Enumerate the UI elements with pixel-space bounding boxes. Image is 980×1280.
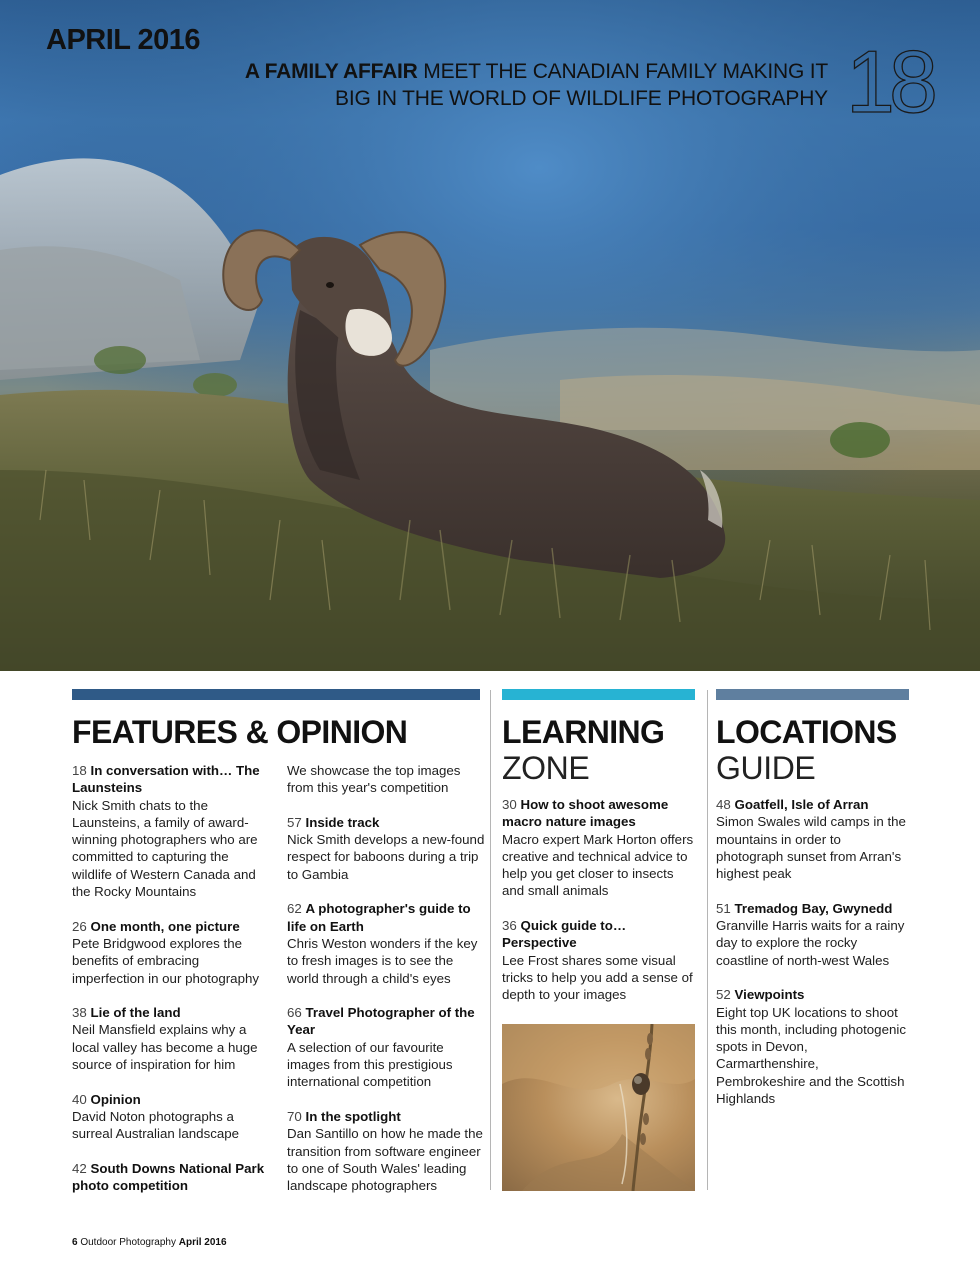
learning-section-title [502,714,664,786]
entry-title: One month, one picture [90,918,240,934]
entry-title: In conversation with… The Launsteins [72,763,260,796]
entry-page-number: 52 [716,987,731,1003]
cover-story-title: A FAMILY AFFAIR [244,60,418,83]
contents-entry[interactable] [287,1108,487,1194]
contents-entry[interactable] [716,986,910,1107]
entry-title: Lie of the land [90,1005,181,1021]
features-column-2 [287,762,487,1212]
entry-title: Goatfell, Isle of Arran [734,797,869,812]
page-footer [72,1237,227,1248]
contents-entry[interactable] [716,796,910,882]
issue-date: APRIL 2016 [46,24,201,56]
locations-section-title [716,714,897,786]
entry-title: How to shoot awesome macro nature images [502,797,669,830]
entry-continuation: We showcase the top images from this year's competition [287,763,461,796]
contents-entry[interactable] [72,1004,272,1073]
cover-story-text: MEET THE CANADIAN FAMILY MAKING IT BIG IN THE WORLD OF WILDLIFE PHOTOGRAPHY [335,60,828,110]
locations-guide-column [716,796,910,1125]
learning-title-text: LEARNING [502,714,665,750]
entry-description: Pete Bridgwood explores the benefits of embracing imperfection in our photography [72,935,260,986]
features-title-text: FEATURES & OPINION [72,714,408,750]
features-section-bar [72,689,480,700]
contents-entry[interactable] [72,762,272,900]
contents-entry[interactable] [716,900,910,969]
learning-subtitle-text: ZONE [502,750,590,786]
contents-entry[interactable] [72,1091,272,1143]
locations-subtitle-text: GUIDE [716,750,816,786]
entry-title: A photographer's guide to life on Earth [287,901,471,934]
entry-description: Chris Weston wonders if the key to fresh images is to see the world through a child's eyes [287,935,478,986]
entry-page-number: 70 [287,1108,302,1124]
entry-description: Macro expert Mark Horton offers creative and technical advice to help you get closer to insects and small animals [502,831,694,899]
features-section-title [72,714,407,750]
entry-description: Simon Swales wild camps in the mountains in order to photograph sunset from Arran's highest peak [716,814,906,882]
entry-page-number: 66 [287,1005,302,1021]
footer-page-number: 6 [72,1237,78,1248]
entry-description: Neil Mansfield explains why a local valley has become a huge source of inspiration for him [72,1022,258,1073]
entry-page-number: 62 [287,901,302,917]
entry-page-number: 26 [72,918,87,934]
locations-title-text: LOCATIONS [716,714,897,750]
contents-entry[interactable] [287,814,487,883]
footer-magazine-name: Outdoor Photography [80,1237,176,1248]
contents-entry[interactable] [502,917,694,1003]
entry-description: Granville Harris waits for a rainy day to explore the rocky coastline of north-west Wales [716,918,905,968]
entry-title: Travel Photographer of the Year [287,1005,475,1038]
entry-description: Nick Smith chats to the Launsteins, a family of award-winning photographers who are committed to capturing the wildlife of Western Canada and the Rocky Mountains [72,797,258,900]
entry-page-number: 48 [716,797,731,812]
entry-title: Viewpoints [734,987,805,1003]
contents-entry[interactable] [287,900,487,986]
features-column-1 [72,762,272,1212]
entry-description: A selection of our favourite images from this prestigious international competition [287,1039,453,1090]
entry-page-number: 18 [72,763,87,778]
learning-zone-column [502,796,694,1021]
contents-entry[interactable] [72,1160,272,1195]
cover-story-teaser[interactable] [208,58,828,112]
learning-section-bar [502,689,695,700]
entry-description: David Noton photographs a surreal Australian landscape [72,1108,240,1142]
locations-section-bar [716,689,909,700]
entry-description: Lee Frost shares some visual tricks to help you add a sense of depth to your images [502,952,693,1003]
entry-page-number: 38 [72,1005,87,1021]
entry-page-number: 42 [72,1160,87,1176]
macro-insect-photo [502,1024,695,1191]
column-divider [707,690,708,1190]
footer-issue: April 2016 [178,1237,227,1248]
column-divider [490,690,491,1190]
entry-title: Quick guide to… Perspective [502,918,627,951]
entry-title: Tremadog Bay, Gwynedd [734,900,893,916]
entry-page-number: 40 [72,1091,87,1107]
entry-page-number: 57 [287,814,302,830]
entry-description: Eight top UK locations to shoot this month, including photogenic spots in Devon, Carmarthenshire, Pembrokeshire and the Scottish Highlands [716,1004,906,1107]
contents-entry[interactable] [287,1004,487,1090]
entry-title: Inside track [305,814,380,830]
entry-title: Opinion [90,1091,141,1107]
entry-title: South Downs National Park photo competition [72,1160,265,1194]
entry-page-number: 51 [716,900,731,916]
contents-entry[interactable] [502,796,694,900]
cover-story-page-number: 18 [846,32,932,131]
contents-entry[interactable] [72,918,272,987]
entry-description: Nick Smith develops a new-found respect for baboons during a trip to Gambia [287,832,485,882]
entry-page-number: 30 [502,797,517,812]
entry-description: Dan Santillo on how he made the transition from software engineer to one of South Wales' leading landscape photographers [287,1126,483,1194]
entry-title: In the spotlight [305,1108,401,1124]
grass-stem-insect-image [502,1024,695,1191]
entry-page-number: 36 [502,918,517,934]
